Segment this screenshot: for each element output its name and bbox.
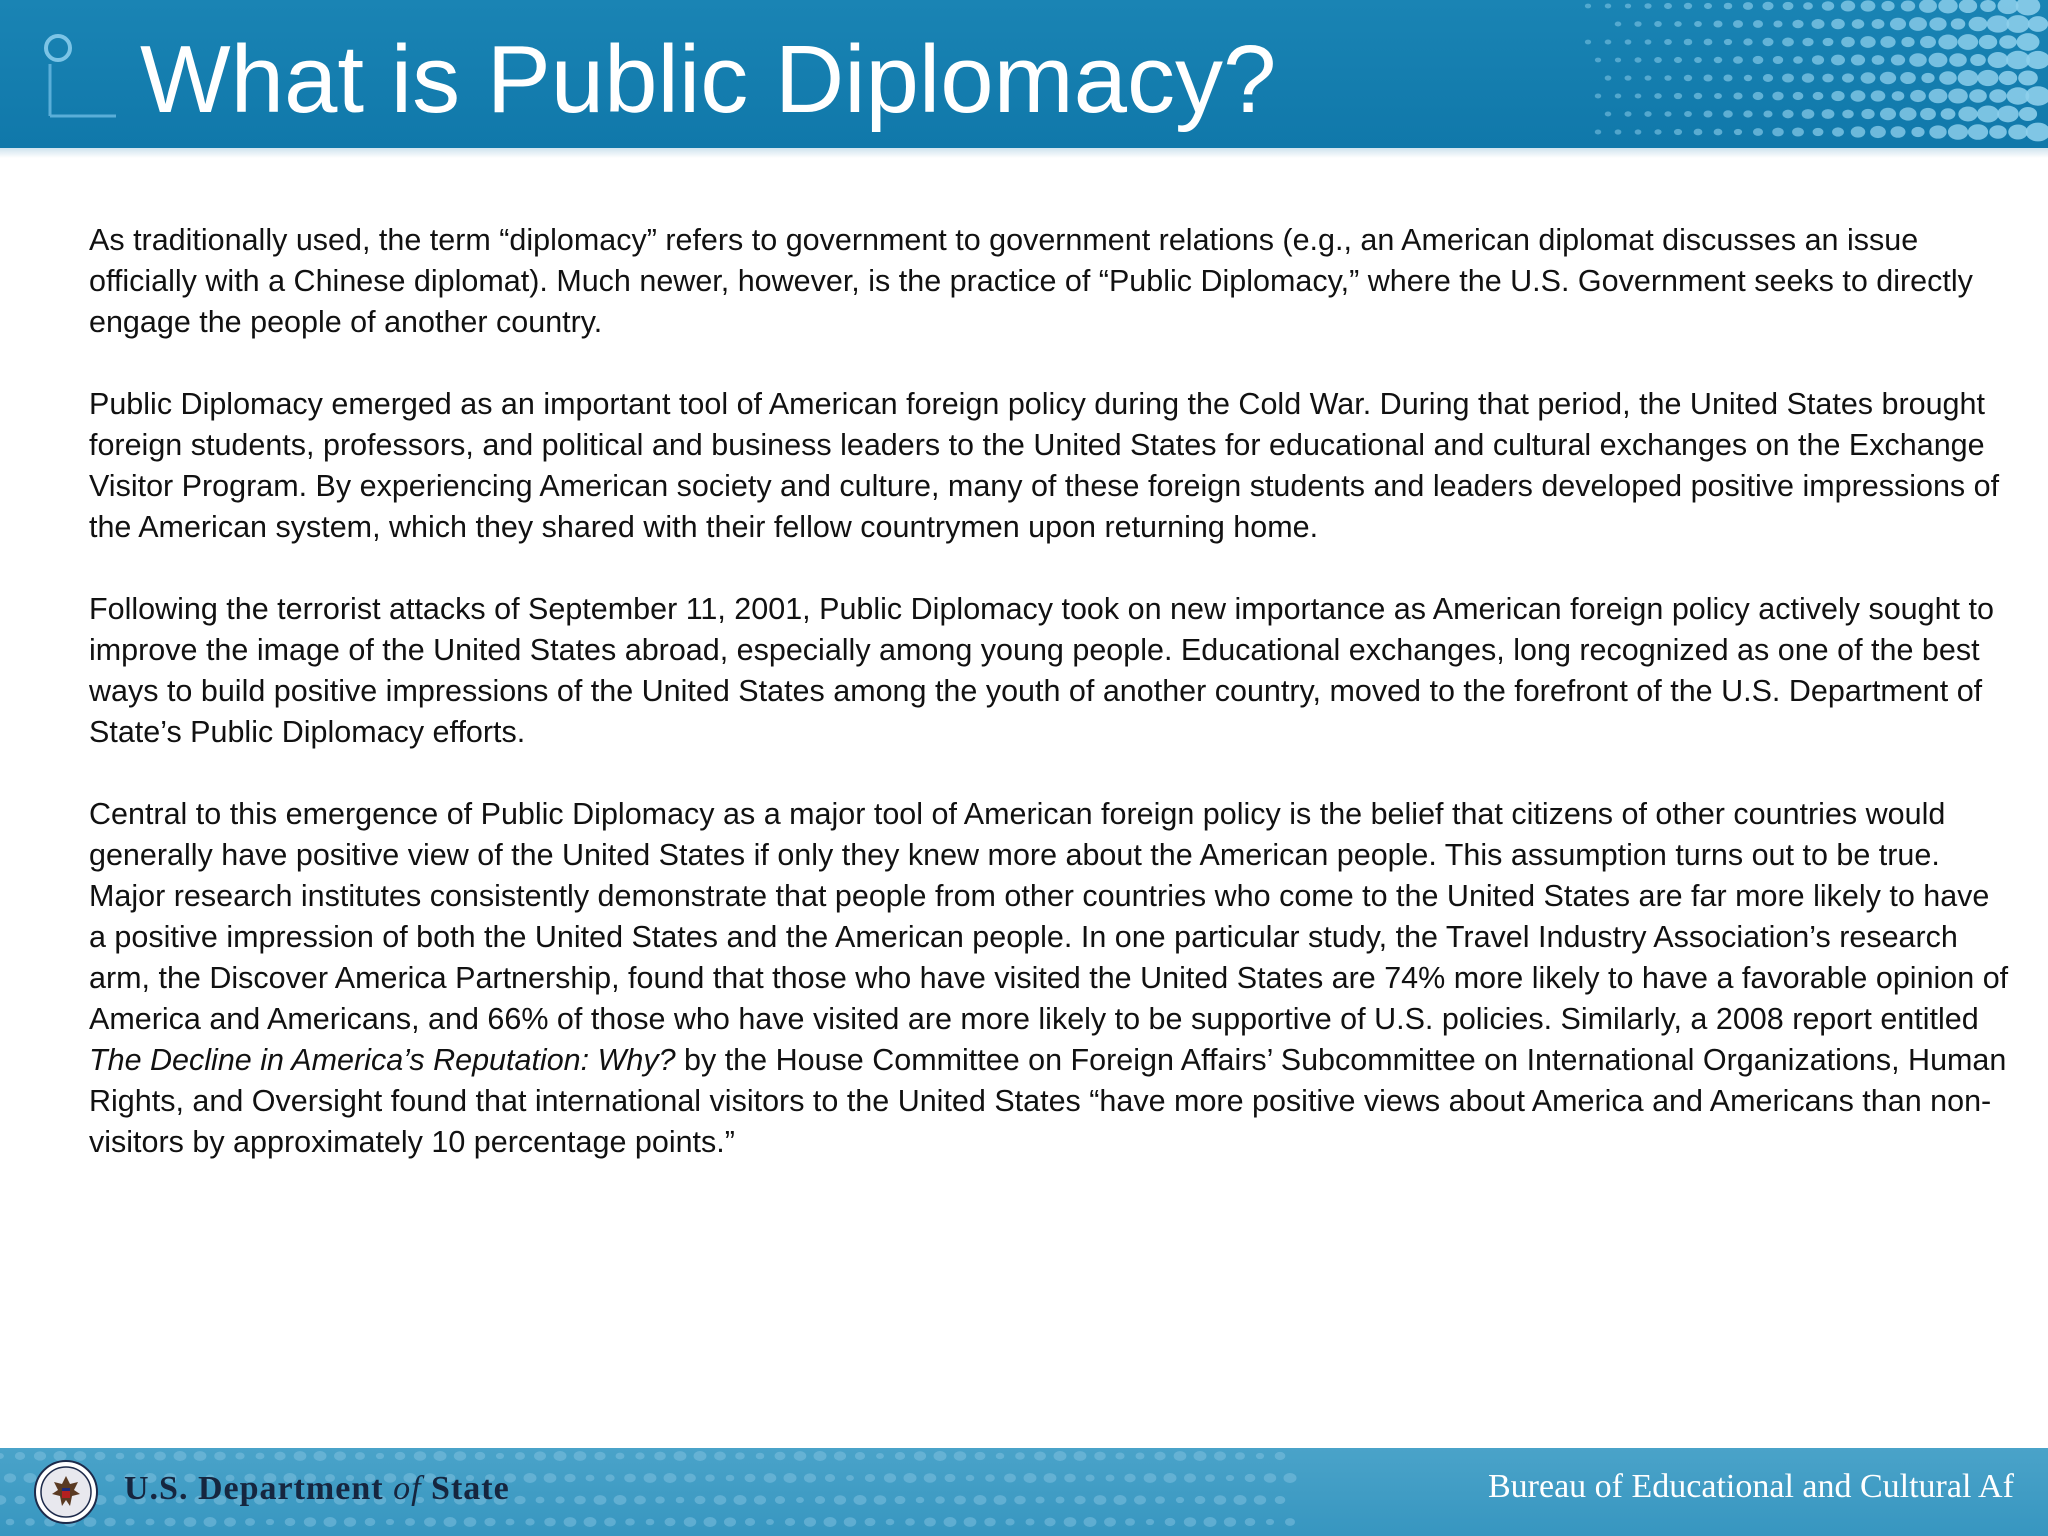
paragraph: Following the terrorist attacks of September 11, 2001, Public Diplomacy took on new importance as American foreign policy actively sought to improve the image of the United States abroad, especially among young people. Educational exchanges, long recognized as one of the best ways to build positive impressions of the United States among the youth of another country, moved to the forefront of the U.S. Department of State’s Public Diplomacy efforts.	[89, 592, 1994, 749]
slide-header	[0, 0, 2048, 148]
dept-name-part: U.S. Department	[124, 1470, 394, 1507]
paragraph-text: by the House Committee on Foreign Affairs’ Subcommittee on International Organizations, Human Rights, and Oversight found that international visitors to the United States “have more positive views about America and Americans than non-visitors by approximately 10 percentage points.”	[89, 1043, 2007, 1159]
key-ring-icon	[36, 30, 126, 130]
report-title: The Decline in America’s Reputation: Why?	[89, 1043, 676, 1077]
great-seal-icon	[34, 1460, 98, 1524]
paragraph-text: Central to this emergence of Public Diplomacy as a major tool of American foreign policy is the belief that citizens of other countries would generally have positive view of the United States if only they knew more about the American people. This assumption turns out to be true. Major research institutes consistently demonstrate that people from other countries who come to the United States are far more likely to have a positive impression of both the United States and the American people. In one particular study, the Travel Industry Association’s research arm, the Discover America Partnership, found that those who have visited the United States are 74% more likely to have a favorable opinion of America and Americans, and 66% of those who have visited are more likely to be supportive of U.S. policies. Similarly, a 2008 report entitled	[89, 797, 2009, 1036]
header-dot-pattern	[1448, 0, 2048, 148]
department-wordmark	[124, 1470, 510, 1508]
bureau-name: Bureau of Educational and Cultural Af	[1488, 1468, 2014, 1505]
dept-name-part: State	[421, 1470, 510, 1507]
header-divider	[0, 148, 2048, 158]
paragraph	[89, 794, 2009, 1163]
paragraph: As traditionally used, the term “diplomacy” refers to government to government relations (e.g., an American diplomat discusses an issue officially with a Chinese diplomat). Much newer, however, is the practice of “Public Diplomacy,” where the U.S. Government seeks to directly engage the people of another country.	[89, 223, 1973, 339]
paragraph: Public Diplomacy emerged as an important tool of American foreign policy during the Cold War. During that period, the United States brought foreign students, professors, and political and business leaders to the United States for educational and cultural exchanges on the Exchange Visitor Program. By experiencing American society and culture, many of these foreign students and leaders developed positive impressions of the American system, which they shared with their fellow countrymen upon returning home.	[89, 387, 2000, 544]
slide-body	[89, 220, 2009, 1204]
dept-name-of: of	[393, 1470, 422, 1507]
slide-footer	[0, 1448, 2048, 1536]
page-title: What is Public Diplomacy?	[140, 26, 1277, 133]
